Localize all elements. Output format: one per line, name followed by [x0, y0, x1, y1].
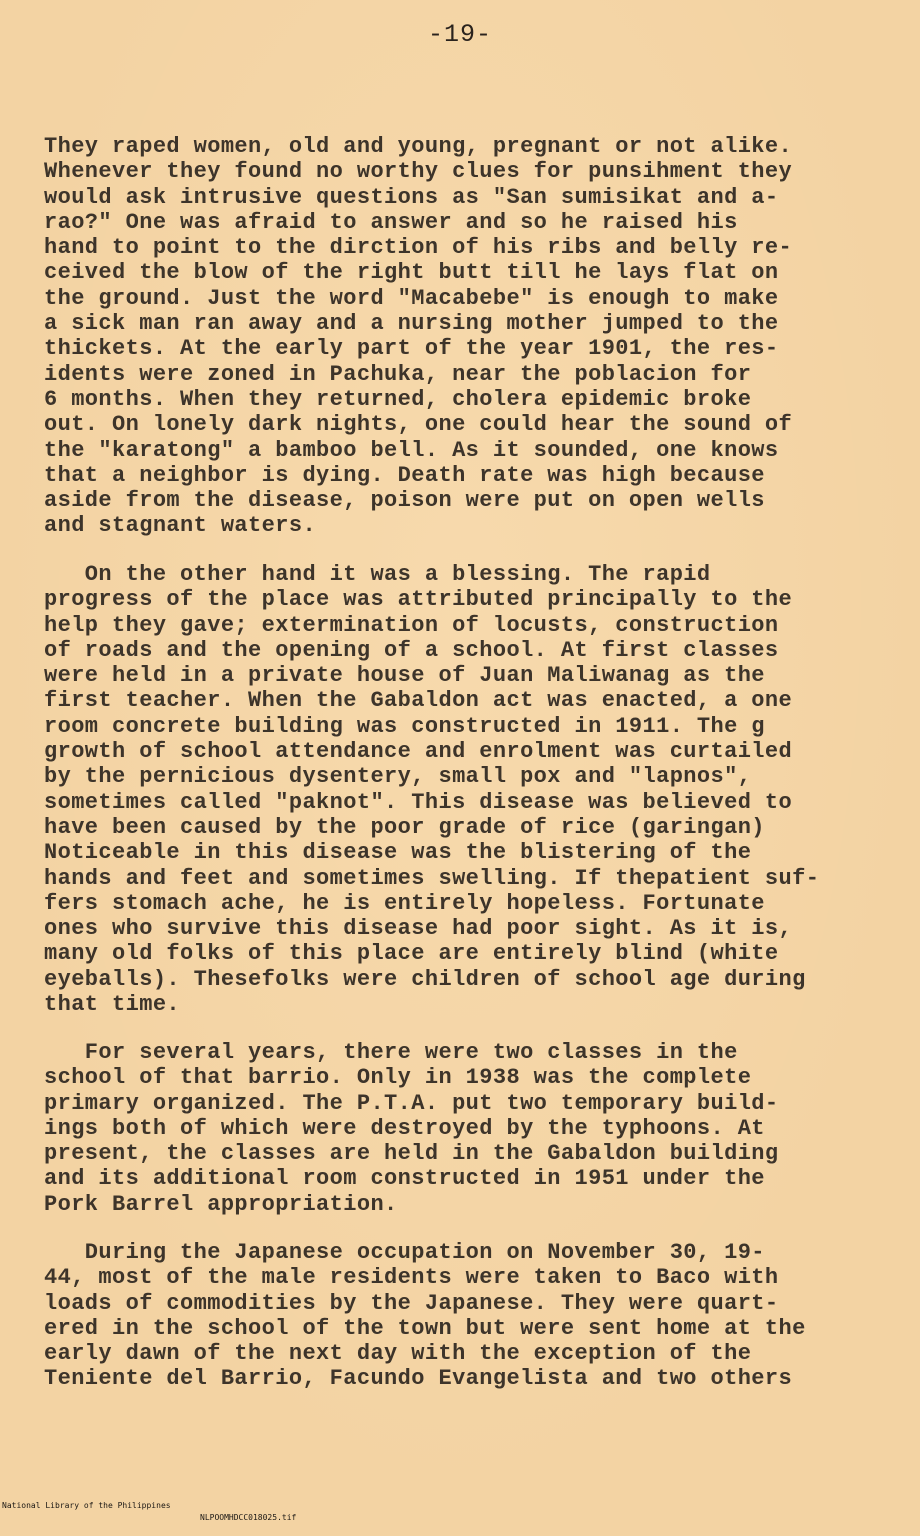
text-line: a sick man ran away and a nursing mother jumped to the	[44, 311, 779, 337]
paragraph-1	[44, 134, 792, 539]
text-line: progress of the place was attributed principally to the	[44, 587, 793, 613]
text-line: For several years, there were two classes in the	[44, 1040, 738, 1065]
text-line: the "karatong" a bamboo bell. As it sounded, one knows	[44, 437, 779, 463]
text-line: 6 months. When they returned, cholera epidemic broke	[44, 386, 752, 412]
text-line: school of that barrio. Only in 1938 was the complete	[44, 1065, 752, 1091]
text-line: fers stomach ache, he is entirely hopeless. Fortunate	[44, 890, 765, 916]
text-line: were held in a private house of Juan Maliwanag as the	[44, 663, 765, 689]
text-line: idents were zoned in Pachuka, near the poblacion for	[44, 361, 752, 387]
text-line: thickets. At the early part of the year 1901, the res-	[44, 336, 779, 362]
text-line: growth of school attendance and enrolment was curtailed	[44, 739, 793, 765]
text-line: 44, most of the male residents were taken to Baco with	[44, 1265, 779, 1291]
footer-source: National Library of the Philippines	[2, 1501, 171, 1510]
text-line: early dawn of the next day with the exception of the	[44, 1341, 752, 1367]
text-line: would ask intrusive questions as "San sumisikat and a-	[44, 184, 779, 210]
text-line: During the Japanese occupation on November 30, 19-	[44, 1240, 765, 1265]
text-line: and stagnant waters.	[44, 513, 317, 539]
text-line: help they gave; extermination of locusts, construction	[44, 612, 779, 638]
text-line: Pork Barrel appropriation.	[44, 1191, 398, 1217]
text-line: many old folks of this place are entirely blind (white	[44, 941, 779, 967]
paragraph-3	[44, 1040, 779, 1217]
text-line: first teacher. When the Gabaldon act was enacted, a one	[44, 688, 793, 714]
text-line: Teniente del Barrio, Facundo Evangelista and two others	[44, 1366, 793, 1392]
text-line: the ground. Just the word "Macabebe" is enough to make	[44, 285, 779, 311]
text-line: have been caused by the poor grade of rice (garingan)	[44, 814, 765, 840]
text-line: ings both of which were destroyed by the typhoons. At	[44, 1115, 765, 1141]
paragraph-4	[44, 1240, 806, 1392]
text-line: rao?" One was afraid to answer and so he raised his	[44, 209, 738, 235]
text-line: and its additional room constructed in 1951 under the	[44, 1166, 765, 1192]
text-line: sometimes called "paknot". This disease was believed to	[44, 789, 793, 815]
text-line: eyeballs). Thesefolks were children of school age during	[44, 966, 806, 992]
text-line: hand to point to the dirction of his ribs and belly re-	[44, 235, 793, 261]
text-line: aside from the disease, poison were put on open wells	[44, 488, 765, 514]
text-line: They raped women, old and young, pregnant or not alike.	[44, 134, 793, 159]
text-line: ones who survive this disease had poor sight. As it is,	[44, 916, 793, 942]
text-line: present, the classes are held in the Gabaldon building	[44, 1141, 779, 1167]
text-line: of roads and the opening of a school. At first classes	[44, 637, 779, 663]
text-line: by the pernicious dysentery, small pox and "lapnos",	[44, 764, 752, 790]
scan-footer	[0, 1488, 920, 1522]
text-line: primary organized. The P.T.A. put two temporary build-	[44, 1090, 779, 1116]
text-line: On the other hand it was a blessing. The rapid	[44, 562, 711, 587]
text-line: ceived the blow of the right butt till he lays flat on	[44, 260, 779, 286]
paragraph-2	[44, 562, 819, 1017]
page-number: -19-	[427, 20, 492, 49]
text-line: that a neighbor is dying. Death rate was high because	[44, 462, 765, 488]
text-line: room concrete building was constructed in 1911. The g	[44, 713, 765, 739]
text-line: that time.	[44, 992, 181, 1018]
text-line: loads of commodities by the Japanese. They were quart-	[44, 1290, 779, 1316]
text-line: hands and feet and sometimes swelling. If thepatient suf-	[44, 865, 820, 891]
text-line: ered in the school of the town but were sent home at the	[44, 1315, 806, 1341]
footer-filename: NLPOOMHDCC018025.tif	[200, 1513, 297, 1522]
text-line: Noticeable in this disease was the blistering of the	[44, 840, 752, 866]
text-line: Whenever they found no worthy clues for punsihment they	[44, 159, 793, 185]
text-line: out. On lonely dark nights, one could hear the sound of	[44, 412, 793, 438]
